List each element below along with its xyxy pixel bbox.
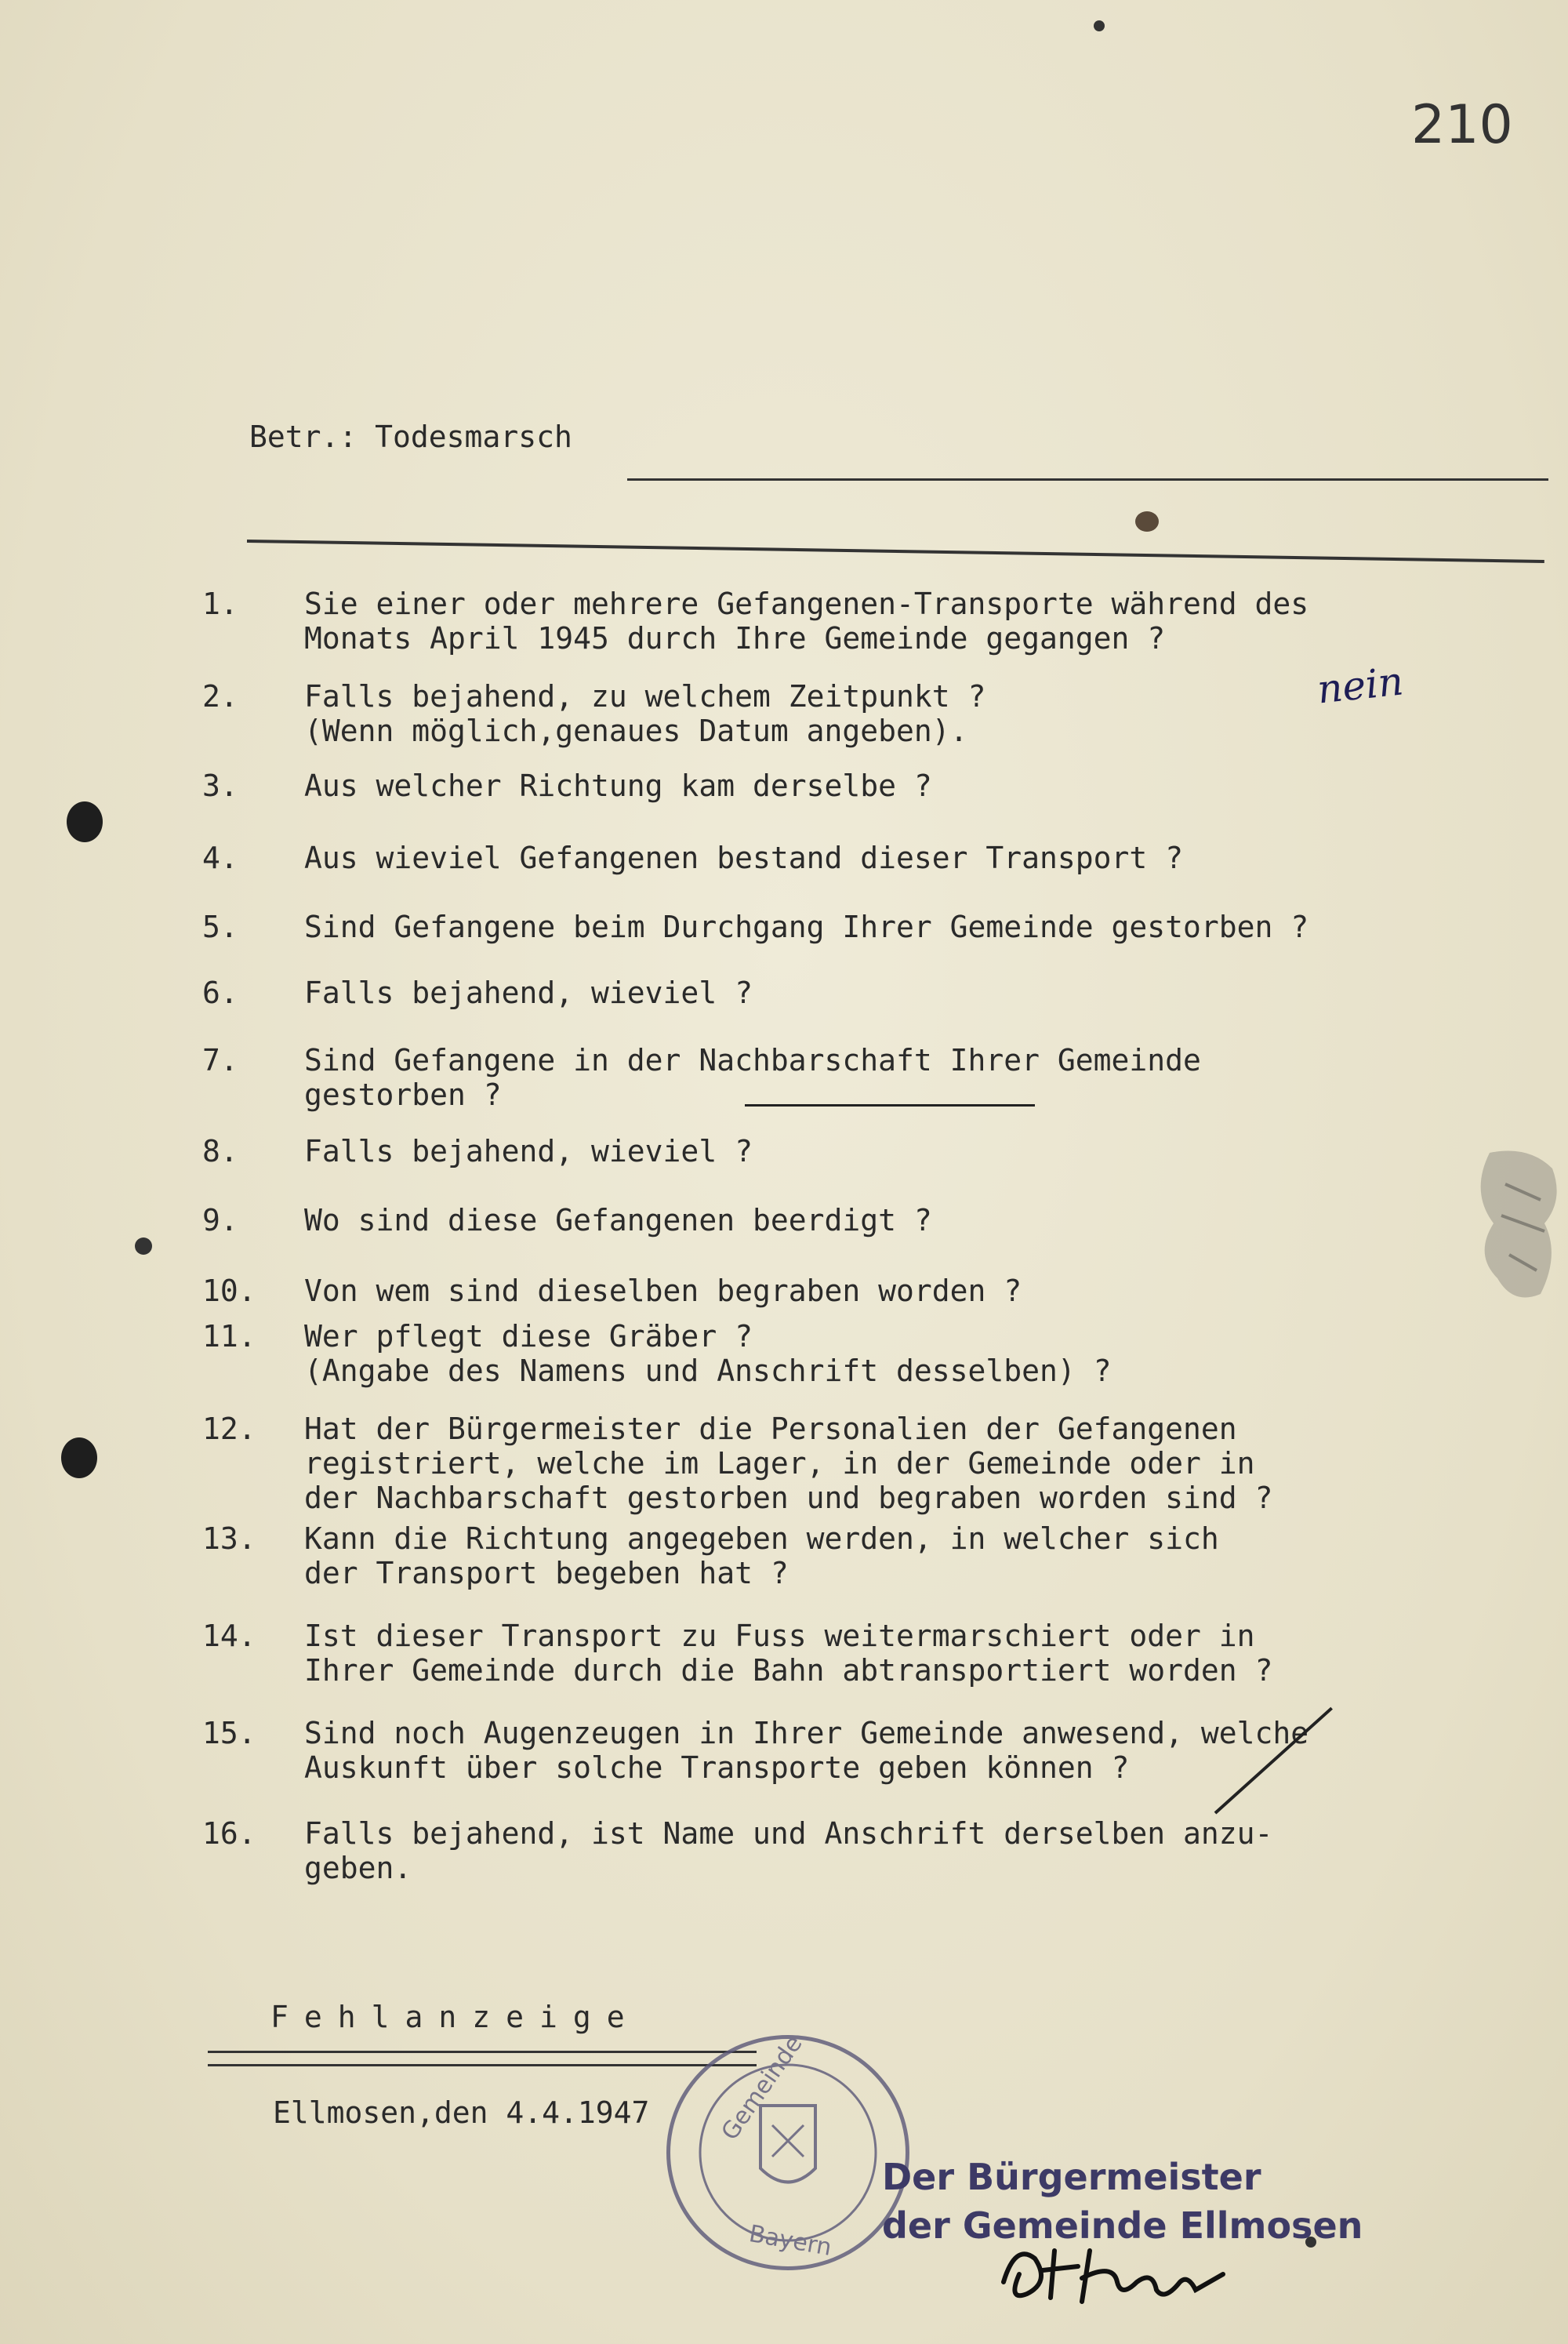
subject-underline (627, 478, 1548, 481)
strike-through (745, 1104, 1035, 1107)
ink-speck (1135, 511, 1159, 532)
question-text: Ist dieser Transport zu Fuss weitermarschiert oder in Ihrer Gemeinde durch die Bahn abtransportiert worden ? (304, 1619, 1273, 1688)
question-item (202, 910, 1425, 944)
question-list (202, 587, 1425, 1885)
question-number: 11. (202, 1319, 256, 1354)
question-number: 15. (202, 1716, 256, 1750)
question-item (202, 1319, 1425, 1388)
question-text: Sind noch Augenzeugen in Ihrer Gemeinde anwesend, welche Auskunft über solche Transporte geben können ? (304, 1716, 1309, 1785)
question-text: Wer pflegt diese Gräber ? (Angabe des Namens und Anschrift desselben) ? (304, 1319, 1112, 1388)
seal-bottom-text: Bayern (746, 2220, 834, 2262)
question-item (202, 587, 1425, 656)
question-number: 5. (202, 910, 238, 944)
question-text: Aus welcher Richtung kam derselbe ? (304, 769, 932, 803)
question-text: Falls bejahend, ist Name und Anschrift derselben anzu- geben. (304, 1816, 1273, 1885)
question-number: 4. (202, 841, 238, 875)
question-text: Sie einer oder mehrere Gefangenen-Transporte während des Monats April 1945 durch Ihre Gemeinde gegangen ? (304, 587, 1309, 656)
subject-text: Todesmarsch (375, 420, 572, 454)
signature (988, 2227, 1239, 2317)
question-text: Kann die Richtung angegeben werden, in welcher sich der Transport begeben hat ? (304, 1521, 1219, 1590)
question-number: 16. (202, 1816, 256, 1851)
ink-speck (135, 1237, 152, 1255)
question-number: 10. (202, 1274, 256, 1308)
question-item (202, 1619, 1425, 1688)
official-title: Der Bürgermeister (882, 2156, 1261, 2198)
question-text: Von wem sind dieselben begraben worden ? (304, 1274, 1022, 1308)
ink-smudge (1466, 1137, 1568, 1310)
question-item (202, 1134, 1425, 1168)
question-text: Falls bejahend, wieviel ? (304, 1134, 753, 1168)
municipal-seal (666, 2030, 909, 2270)
nil-return-label: Fehlanzeige (270, 2000, 641, 2034)
question-item (202, 1043, 1425, 1112)
punch-hole-top (67, 801, 103, 842)
question-item (202, 976, 1425, 1010)
question-item (202, 769, 1425, 803)
question-text: Falls bejahend, wieviel ? (304, 976, 753, 1010)
question-item (202, 1203, 1425, 1237)
ink-speck (1094, 20, 1105, 31)
question-text: Sind Gefangene beim Durchgang Ihrer Gemeinde gestorben ? (304, 910, 1309, 944)
place-date: Ellmosen,den 4.4.1947 (273, 2095, 650, 2130)
question-number: 6. (202, 976, 238, 1010)
question-item (202, 1412, 1425, 1515)
question-text: Wo sind diese Gefangenen beerdigt ? (304, 1203, 932, 1237)
question-number: 7. (202, 1043, 238, 1078)
question-item (202, 1716, 1425, 1785)
header-rule (247, 540, 1544, 563)
question-number: 14. (202, 1619, 256, 1653)
question-number: 12. (202, 1412, 256, 1446)
question-number: 8. (202, 1134, 238, 1168)
handwritten-answer: nein (1315, 658, 1406, 713)
question-number: 13. (202, 1521, 256, 1556)
question-text: Sind Gefangene in der Nachbarschaft Ihrer Gemeinde gestorben ? (304, 1043, 1201, 1112)
official-municipality: der Gemeinde Ellmosen (882, 2204, 1363, 2247)
seal-top-text: Gemeinde (716, 2030, 808, 2146)
question-item (202, 1521, 1425, 1590)
punch-hole-bottom (61, 1437, 97, 1478)
question-text: Falls bejahend, zu welchem Zeitpunkt ? (Wenn möglich,genaues Datum angeben). (304, 679, 986, 748)
question-item (202, 841, 1425, 875)
question-text: Aus wieviel Gefangenen bestand dieser Transport ? (304, 841, 1184, 875)
question-number: 9. (202, 1203, 238, 1237)
question-item (202, 1274, 1425, 1308)
question-item (202, 1816, 1425, 1885)
question-item (202, 679, 1425, 748)
subject-label: Betr.: (249, 420, 358, 454)
question-text: Hat der Bürgermeister die Personalien der Gefangenen registriert, welche im Lager, in der Gemeinde oder in der Nachbarschaft gestorben und begraben worden sind ? (304, 1412, 1273, 1515)
question-number: 2. (202, 679, 238, 714)
question-number: 3. (202, 769, 238, 803)
page-number: 210 (1411, 94, 1513, 156)
signature-stroke (988, 2227, 1239, 2313)
subject-line (249, 420, 572, 454)
question-number: 1. (202, 587, 238, 621)
